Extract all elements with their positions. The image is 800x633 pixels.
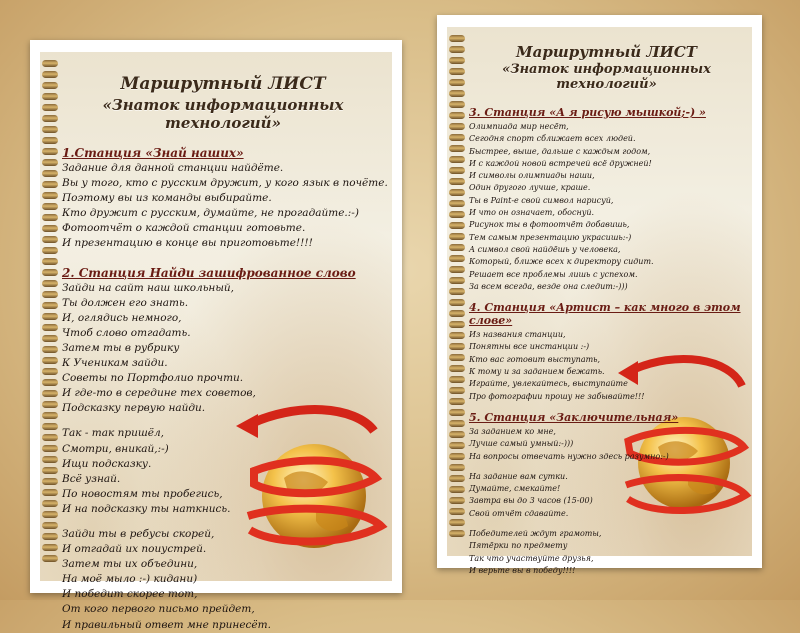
binding-ring [449, 145, 465, 152]
verse-line: Из названия станции, [469, 330, 566, 340]
binding-ring [42, 258, 58, 265]
verse-line: Кто дружит с русским, думайте, не прогадайте.:-) [62, 207, 359, 220]
binding-ring [42, 379, 58, 386]
verse-line: Тем самым презентацию украсишь:-) [469, 232, 632, 242]
verse-line: Фотоотчёт о каждой станции готовьте. [62, 222, 306, 235]
spiral-binding [447, 35, 467, 548]
verse-line: Зайди ты в ребусы скорей, [62, 527, 215, 540]
verse-line: И правильный ответ мне принесёт. [62, 618, 271, 631]
verse-line: На задание вам сутки. [469, 471, 568, 481]
binding-ring [449, 46, 465, 53]
verse-line: По новостям ты пробегись, [62, 487, 223, 500]
binding-ring [449, 420, 465, 427]
binding-ring [449, 332, 465, 339]
verse-block [62, 161, 388, 252]
verse-line: За всем всегда, везде она следит:-))) [469, 281, 628, 291]
verse-line: Который, ближе всех к директору сидит. [469, 257, 654, 267]
station-heading: 1.Станция «Знай наших» [62, 146, 244, 160]
station-heading: 4. Станция «Артист – как много в этом слове» [469, 301, 741, 328]
binding-ring [42, 478, 58, 485]
binding-ring [42, 225, 58, 232]
binding-ring [449, 68, 465, 75]
paragraph-gap [469, 520, 744, 528]
verse-line: Быстрее, выше, дальше с каждым годом, [469, 146, 651, 156]
binding-ring [449, 101, 465, 108]
binding-ring [42, 456, 58, 463]
verse-line: И победит скорее тот, [62, 588, 198, 601]
binding-ring [449, 222, 465, 229]
binding-ring [42, 357, 58, 364]
verse-line: И что он означает, обоснуй. [469, 208, 595, 218]
verse-line: За заданием ко мне, [469, 426, 556, 436]
binding-ring [449, 266, 465, 273]
verse-line: Кто вас готовит выступать, [469, 354, 601, 364]
verse-line: И отгадай их поиустрей. [62, 543, 207, 556]
binding-ring [42, 423, 58, 430]
binding-ring [449, 453, 465, 460]
verse-block [469, 121, 744, 293]
spiral-binding [40, 60, 60, 573]
binding-ring [42, 181, 58, 188]
binding-ring [42, 434, 58, 441]
binding-ring [42, 324, 58, 331]
verse-line: Понятны все инстанции :-) [469, 342, 590, 352]
paragraph-gap [62, 517, 384, 527]
binding-ring [449, 376, 465, 383]
binding-ring [449, 365, 465, 372]
binding-ring [449, 299, 465, 306]
verse-line: И где-то в середине тех советов, [62, 387, 256, 400]
binding-ring [42, 522, 58, 529]
binding-ring [449, 288, 465, 295]
route-sheet-page-right [437, 15, 762, 575]
verse-line: Затем ты их объедини, [62, 558, 198, 571]
verse-line: Завтра вы до 3 часов (15-00) [469, 496, 593, 506]
verse-line: Думайте, смекайте! [469, 484, 561, 494]
binding-ring [449, 343, 465, 350]
binding-ring [42, 126, 58, 133]
binding-ring [449, 156, 465, 163]
binding-ring [449, 442, 465, 449]
verse-line: Пятёрки по предмету [469, 541, 568, 551]
binding-ring [449, 497, 465, 504]
verse-line: И символы олимпиады наши, [469, 171, 595, 181]
binding-ring [42, 390, 58, 397]
verse-line: И с каждой новой встречей всё дружней! [469, 158, 652, 168]
verse-line: От кого первого письмо прейдет, [62, 603, 255, 616]
binding-ring [42, 280, 58, 287]
verse-line: Советы по Портфолио прочти. [62, 372, 244, 385]
verse-line: Всё узнай. [62, 472, 121, 485]
verse-line: Играйте, увлекайтесь, выступайте [469, 379, 628, 389]
binding-ring [449, 167, 465, 174]
verse-line: К тому и за заданием бежать. [469, 367, 605, 377]
binding-ring [42, 511, 58, 518]
binding-ring [449, 90, 465, 97]
binding-ring [42, 247, 58, 254]
title-main: Маршрутный ЛИСТ [516, 43, 697, 61]
title-sub: «Знаток информационных технологий» [102, 96, 344, 132]
binding-ring [42, 445, 58, 452]
binding-ring [42, 71, 58, 78]
binding-ring [449, 57, 465, 64]
verse-line: Ищи подсказку. [62, 457, 152, 470]
binding-ring [449, 255, 465, 262]
binding-ring [449, 112, 465, 119]
binding-ring [449, 211, 465, 218]
binding-ring [449, 464, 465, 471]
binding-ring [42, 533, 58, 540]
verse-line: Олимпиада мир несёт, [469, 122, 569, 131]
binding-ring [449, 409, 465, 416]
verse-block [62, 281, 384, 417]
verse-line: Чтоб слово отгадать. [62, 326, 191, 339]
verse-line: Свой отчёт сдавайте. [469, 508, 569, 518]
binding-ring [449, 519, 465, 526]
verse-line: К Ученикам зайди. [62, 357, 168, 370]
verse-line: Подсказку первую найди. [62, 402, 206, 415]
paragraph-gap [469, 463, 744, 471]
binding-ring [449, 79, 465, 86]
binding-ring [42, 467, 58, 474]
binding-ring [42, 214, 58, 221]
verse-line: На вопросы отвечать нужно здесь разумно:-) [469, 451, 669, 461]
binding-ring [42, 368, 58, 375]
page-title [469, 43, 744, 92]
binding-ring [449, 508, 465, 515]
verse-block [469, 329, 744, 403]
station-heading: 5. Станция «Заключительная» [469, 410, 679, 424]
binding-ring [42, 500, 58, 507]
binding-ring [42, 412, 58, 419]
binding-ring [449, 387, 465, 394]
verse-line: Решает все проблемы лишь с успехом. [469, 269, 638, 279]
binding-ring [42, 346, 58, 353]
binding-ring [42, 159, 58, 166]
binding-ring [42, 335, 58, 342]
verse-line: И презентацию в конце вы приготовьте!!!! [62, 237, 313, 250]
binding-ring [449, 123, 465, 130]
verse-block [469, 426, 744, 463]
binding-ring [449, 35, 465, 42]
station-heading: 2. Станция Найди зашифрованное слово [62, 265, 356, 280]
verse-line: Рисунок ты в фотоотчёт добавишь, [469, 220, 630, 230]
binding-ring [42, 236, 58, 243]
binding-ring [42, 302, 58, 309]
verse-line: Ты должен его знать. [62, 296, 189, 309]
verse-line: Так что участвуйте друзья, [469, 553, 594, 563]
binding-ring [449, 431, 465, 438]
title-sub: «Знаток информационных технологий» [502, 62, 711, 92]
verse-line: Смотри, вникай,:-) [62, 442, 169, 455]
verse-line: Задание для данной станции найдёте. [62, 162, 284, 174]
verse-line: Вы у того, кто с русским дружит, у кого язык в почёте. [62, 177, 388, 190]
verse-line: И, оглядись немного, [62, 311, 182, 324]
binding-ring [449, 277, 465, 284]
binding-ring [42, 555, 58, 562]
binding-ring [42, 203, 58, 210]
verse-block [469, 471, 744, 520]
binding-ring [42, 401, 58, 408]
binding-ring [42, 60, 58, 67]
binding-ring [449, 233, 465, 240]
binding-ring [449, 486, 465, 493]
binding-ring [449, 189, 465, 196]
binding-ring [42, 170, 58, 177]
binding-ring [42, 291, 58, 298]
verse-line: Один другого лучше, краше. [469, 183, 591, 193]
binding-ring [449, 244, 465, 251]
binding-ring [449, 398, 465, 405]
paragraph-gap [62, 416, 384, 426]
verse-line: Победителей ждут грамоты, [469, 529, 602, 539]
binding-ring [42, 148, 58, 155]
page-title [62, 74, 384, 132]
page-inner [447, 27, 752, 575]
verse-line: А символ свой найдёшь у человека, [469, 244, 621, 254]
verse-block [62, 426, 384, 517]
binding-ring [449, 530, 465, 537]
verse-line: И верьте вы в победу!!!! [469, 565, 576, 575]
binding-ring [449, 310, 465, 317]
binding-ring [42, 137, 58, 144]
binding-ring [42, 115, 58, 122]
binding-ring [449, 321, 465, 328]
verse-line: На моё мыло :-) кидани) [62, 573, 198, 586]
verse-line: Про фотографии прошу не забывайте!!! [469, 391, 645, 401]
binding-ring [42, 93, 58, 100]
verse-line: Поэтому вы из команды выбирайте. [62, 192, 272, 205]
binding-ring [449, 354, 465, 361]
verse-line: Ты в Paint-е свой символ нарисуй, [469, 195, 614, 205]
verse-line: Сегодня спорт сближает всех людей. [469, 134, 636, 144]
verse-line: Так - так пришёл, [62, 427, 165, 440]
title-main: Маршрутный ЛИСТ [120, 74, 326, 94]
verse-block [62, 527, 384, 633]
binding-ring [449, 134, 465, 141]
binding-ring [42, 313, 58, 320]
binding-ring [449, 178, 465, 185]
verse-line: Лучше самый умный:-))) [469, 439, 574, 449]
stations-list [469, 106, 744, 577]
stations-list [62, 146, 388, 633]
route-sheet-page-left [30, 40, 402, 631]
verse-line: И на подсказку ты наткнись. [62, 502, 231, 515]
binding-ring [42, 192, 58, 199]
verse-line: Зайди на сайт наш школьный, [62, 281, 234, 294]
binding-ring [449, 475, 465, 482]
verse-line: Затем ты в рубрику [62, 341, 180, 354]
page-inner [40, 52, 392, 631]
binding-ring [42, 104, 58, 111]
station-heading: 3. Станция «А я рисую мышкой;-) » [469, 106, 706, 119]
binding-ring [449, 200, 465, 207]
binding-ring [42, 82, 58, 89]
binding-ring [42, 489, 58, 496]
binding-ring [42, 544, 58, 551]
verse-block [469, 528, 744, 577]
binding-ring [42, 269, 58, 276]
